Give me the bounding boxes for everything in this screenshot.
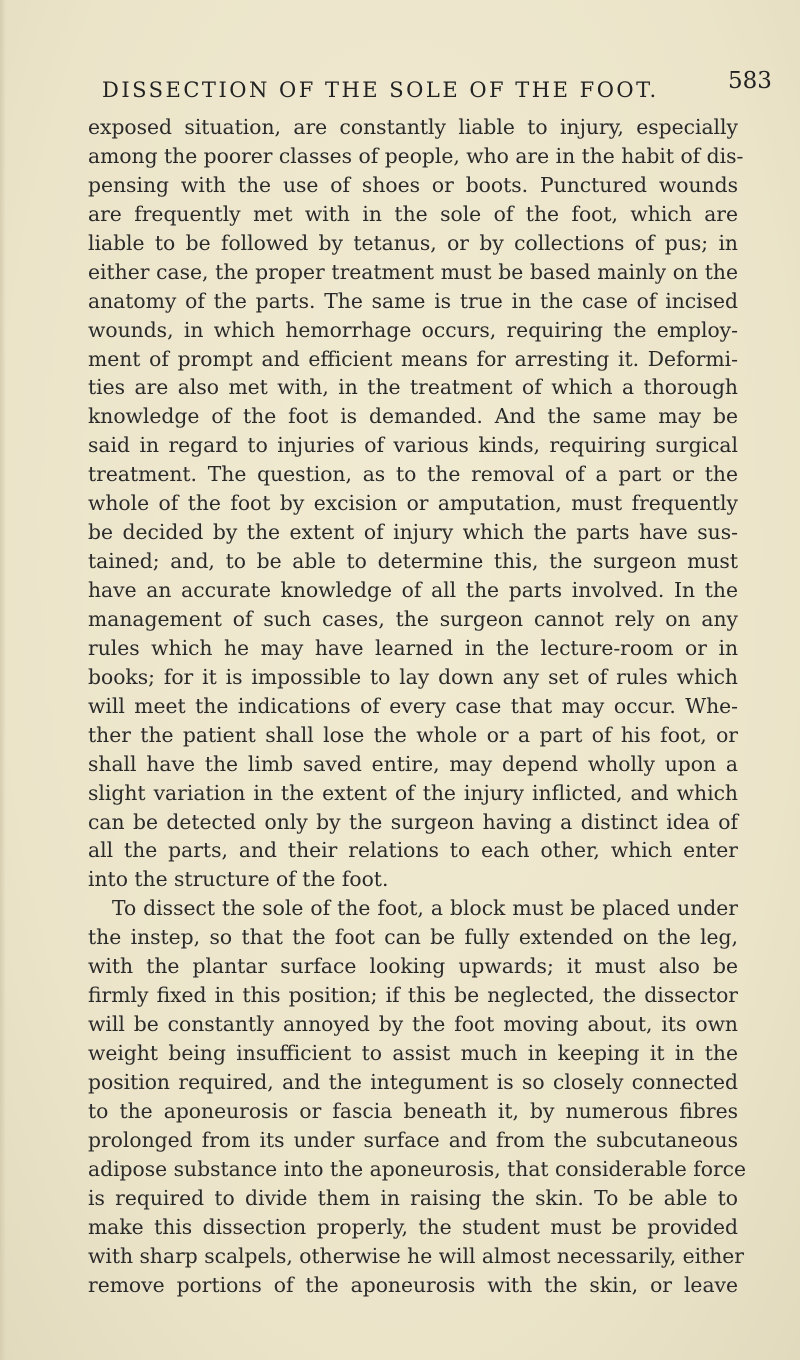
text-line: knowledge of the foot is demanded. And the same may be [88,404,738,429]
text-line: liable to be followed by tetanus, or by collections of pus; in [88,230,738,255]
text-line: are frequently met with in the sole of the foot, which are [88,201,738,226]
text-line: said in regard to injuries of various kinds, requiring surgical [88,433,738,458]
text-line: management of such cases, the surgeon cannot rely on any [88,606,738,631]
text-line: slight variation in the extent of the injury inflicted, and which [88,780,738,805]
body-text [88,113,747,1299]
text-line: remove portions of the aponeurosis with the skin, or leave [88,1272,738,1297]
text-line: prolonged from its under surface and from the subcutaneous [88,1127,738,1152]
text-line: to the aponeurosis or fascia beneath it, by numerous fibres [88,1098,738,1123]
running-header: DISSECTION OF THE SOLE OF THE FOOT. [102,78,659,102]
text-line: position required, and the integument is so closely connected [88,1069,738,1094]
text-line: weight being insufficient to assist much in keeping it in the [88,1041,738,1065]
text-line: books; for it is impossible to lay down any set of rules which [88,664,738,689]
paragraph-end-line: into the structure of the foot. [88,867,389,892]
text-line: treatment. The question, as to the removal of a part or the [88,462,738,487]
text-line: shall have the limb saved entire, may depend wholly upon a [88,751,738,776]
text-line: all the parts, and their relations to each other, which enter [88,838,738,863]
text-line: have an accurate knowledge of all the parts involved. In the [88,578,738,602]
text-line: rules which he may have learned in the lecture-room or in [88,635,738,660]
text-line: ther the patient shall lose the whole or a part of his foot, or [88,722,738,747]
text-line: anatomy of the parts. The same is true in the case of incised [88,288,738,313]
text-line: the instep, so that the foot can be fully extended on the leg, [88,925,738,950]
text-line: wounds, in which hemorrhage occurs, requiring the employ- [88,317,738,342]
paragraph-start-line: To dissect the sole of the foot, a block must be placed under [112,896,738,921]
text-line: tained; and, to be able to determine this, the surgeon must [88,549,738,574]
text-line: is required to divide them in raising the skin. To be able to [88,1185,738,1210]
text-line: whole of the foot by excision or amputation, must frequently [88,491,738,516]
page-gutter-shadow [0,0,6,1360]
text-line: adipose substance into the aponeurosis, that considerable force [88,1156,747,1181]
text-line: with the plantar surface looking upwards; it must also be [88,954,738,979]
text-line: among the poorer classes of people, who are in the habit of dis- [88,143,744,168]
text-line: will meet the indications of every case that may occur. Whe- [88,693,738,718]
text-line: ties are also met with, in the treatment of which a thorough [88,375,738,400]
text-line: pensing with the use of shoes or boots. Punctured wounds [88,172,738,197]
text-line: either case, the proper treatment must be based mainly on the [88,259,738,284]
text-line: exposed situation, are constantly liable to injury, especially [88,115,738,139]
text-line: with sharp scalpels, otherwise he will almost necessarily, either [88,1243,744,1268]
text-line: make this dissection properly, the student must be provided [88,1214,738,1239]
text-line: can be detected only by the surgeon having a distinct idea of [88,809,738,834]
text-line: ment of prompt and efficient means for arresting it. Deformi- [88,346,738,371]
text-line: will be constantly annoyed by the foot moving about, its own [88,1012,738,1037]
text-line: firmly fixed in this position; if this be neglected, the dissector [88,983,738,1008]
text-line: be decided by the extent of injury which the parts have sus- [88,520,738,545]
page-number: 583 [728,68,772,94]
